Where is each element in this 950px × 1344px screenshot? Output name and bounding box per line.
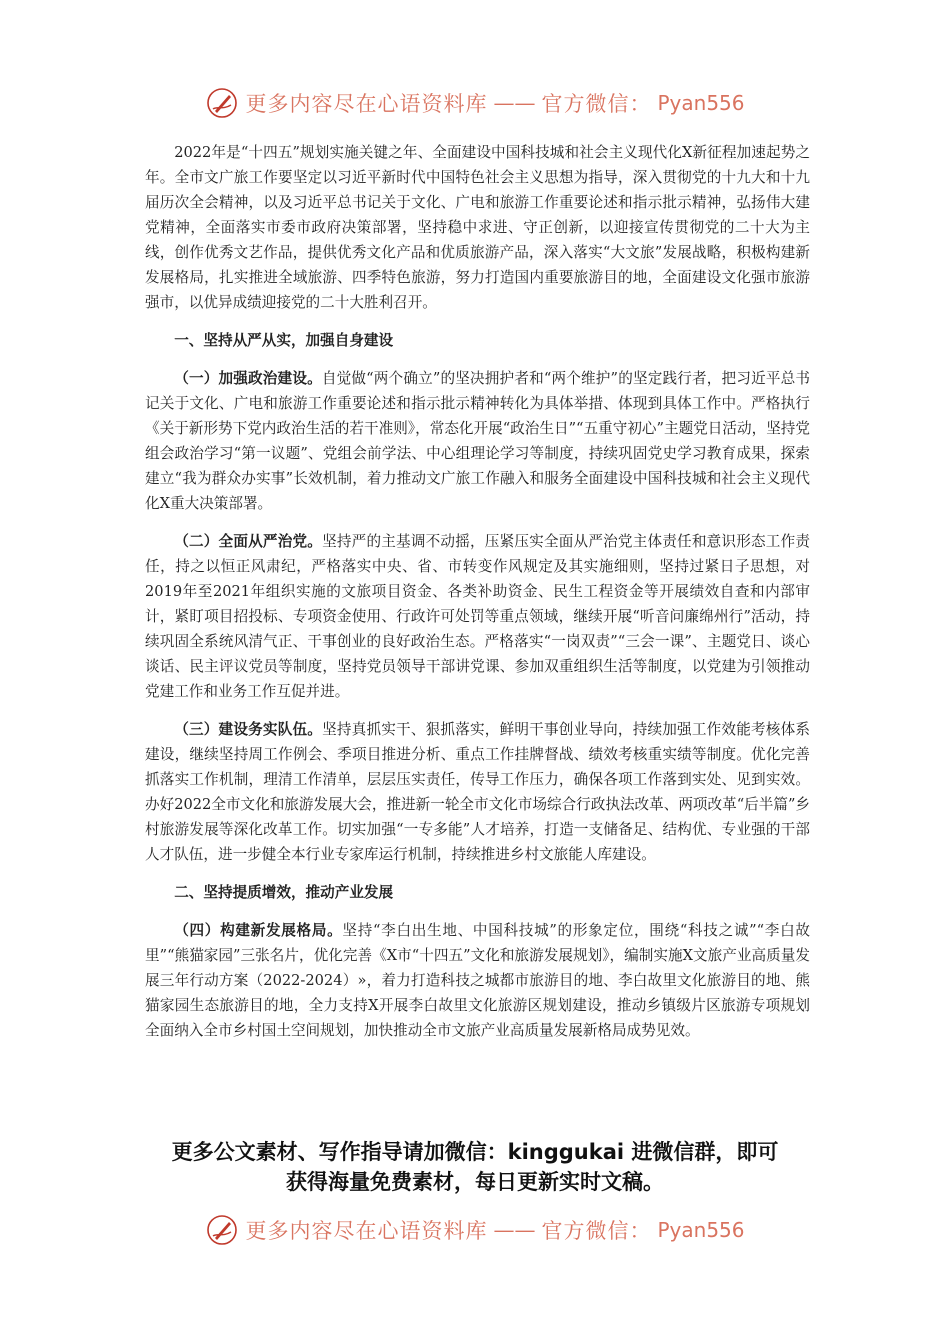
watermark-label: 官方微信： [541, 92, 652, 116]
section1-item-2 [145, 529, 810, 704]
item-text: 坚持真抓实干、狠抓落实，鲜明干事创业导向，持续加强工作效能考核体系建设，继续坚持周工作例会、季项目推进分析、重点工作挂牌督战、绩效考核重实绩等制度。优化完善抓落实工作机制，理清工作清单，层层压实责任，传导工作压力，确保各项工作落到实处、见到实效。办好2022全市文化和旅游发展大会，推进新一轮全市文化市场综合行政执法改革、两项改革“后半篇”乡村旅游发展等深化改革工作。切实加强“一专多能”人才培养，打造一支储备足、结构优、专业强的干部人才队伍，进一步健全本行业专家库运行机制，持续推进乡村文旅能人库建设。 [145, 721, 811, 863]
promo-banner [0, 1137, 950, 1197]
section1-item-1 [145, 366, 810, 516]
section2-item-1 [145, 918, 810, 1043]
watermark-label: 官方微信： [541, 1219, 652, 1243]
item-lead: （四）构建新发展格局。 [174, 922, 343, 939]
item-text: 坚持严的主基调不动摇，压紧压实全面从严治党主体责任和意识形态工作责任，持之以恒正风肃纪，严格落实中央、省、市转变作风规定及其实施细则，坚持过紧日子思想，对2019年至2021年组织实施的文旅项目资金、各类补助资金、民生工程资金等开展绩效自查和内部审计，紧盯项目招投标、专项资金使用、行政许可处罚等重点领域，继续开展“听音问廉绵州行”活动，持续巩固全系统风清气正、干事创业的良好政治生态。严格落实“一岗双责”“三会一课”、主题党日、谈心谈话、民主评议党员等制度，坚持党员领导干部讲党课、参加双重组织生活等制度，以党建为引领推动党建工作和业务工作互促并进。 [145, 533, 810, 700]
promo-line-1: 更多公文素材、写作指导请加微信：kinggukai 进微信群，即可 [171, 1140, 779, 1164]
item-lead: （三）建设务实队伍。 [174, 721, 323, 738]
intro-paragraph: 2022年是“十四五”规划实施关键之年、全面建设中国科技城和社会主义现代化X新征程加速起势之年。全市文广旅工作要坚定以习近平新时代中国特色社会主义思想为指导，深入贯彻党的十九大和十九届历次全会精神，以及习近平总书记关于文化、广电和旅游工作重要论述和指示批示精神，弘扬伟大建党精神，全面落实市委市政府决策部署，坚持稳中求进、守正创新，以迎接宣传贯彻党的二十大为主线，创作优秀文艺作品，提供优秀文化产品和优质旅游产品，深入落实“大文旅”发展战略，积极构建新发展格局，扎实推进全域旅游、四季特色旅游，努力打造国内重要旅游目的地，全面建设文化强市旅游强市，以优异成绩迎接党的二十大胜利召开。 [145, 144, 810, 311]
section2-heading: 二、坚持提质增效，推动产业发展 [174, 884, 394, 901]
item-lead: （一）加强政治建设。 [174, 370, 322, 387]
footer-watermark [0, 1210, 950, 1250]
watermark-cn-text: 更多内容尽在心语资料库 [245, 92, 488, 116]
pen-logo-icon [205, 86, 239, 120]
watermark-wechat-id: Pyan556 [657, 91, 745, 115]
watermark-wechat-id: Pyan556 [657, 1218, 745, 1242]
watermark-separator: —— [493, 91, 536, 115]
promo-line-2: 获得海量免费素材，每日更新实时文稿。 [286, 1170, 664, 1194]
watermark-separator: —— [493, 1218, 536, 1242]
header-watermark [0, 83, 950, 123]
pen-logo-icon [205, 1213, 239, 1247]
item-text: 自觉做“两个确立”的坚决拥护者和“两个维护”的坚定践行者，把习近平总书记关于文化、广电和旅游工作重要论述和指示批示精神转化为具体举措、体现到具体工作中。严格执行《关于新形势下党内政治生活的若干准则》，常态化开展“政治生日”“五重守初心”主题党日活动，坚持党组会政治学习“第一议题”、党组会前学法、中心组理论学习等制度，持续巩固党史学习教育成果，探索建立“我为群众办实事”长效机制，着力推动文广旅工作融入和服务全面建设中国科技城和社会主义现代化X重大决策部署。 [145, 370, 810, 512]
section1-item-3 [145, 717, 810, 867]
item-text: 坚持“李白出生地、中国科技城”的形象定位，围绕“科技之诚”“李白故里”“熊猫家园”三张名片，优化完善《X市“十四五”文化和旅游发展规划》，编制实施X文旅产业高质量发展三年行动方案（2022-2024）»，着力打造科技之城都市旅游目的地、李白故里文化旅游目的地、熊猫家园生态旅游目的地，全力支持X开展李白故里文化旅游区规划建设，推动乡镇级片区旅游专项规划全面纳入全市乡村国土空间规划，加快推动全市文旅产业高质量发展新格局成势见效。 [145, 922, 810, 1039]
section1-heading: 一、坚持从严从实，加强自身建设 [174, 332, 394, 349]
item-lead: （二）全面从严治党。 [174, 533, 323, 550]
watermark-cn-text: 更多内容尽在心语资料库 [245, 1219, 488, 1243]
document-body [145, 140, 810, 1056]
